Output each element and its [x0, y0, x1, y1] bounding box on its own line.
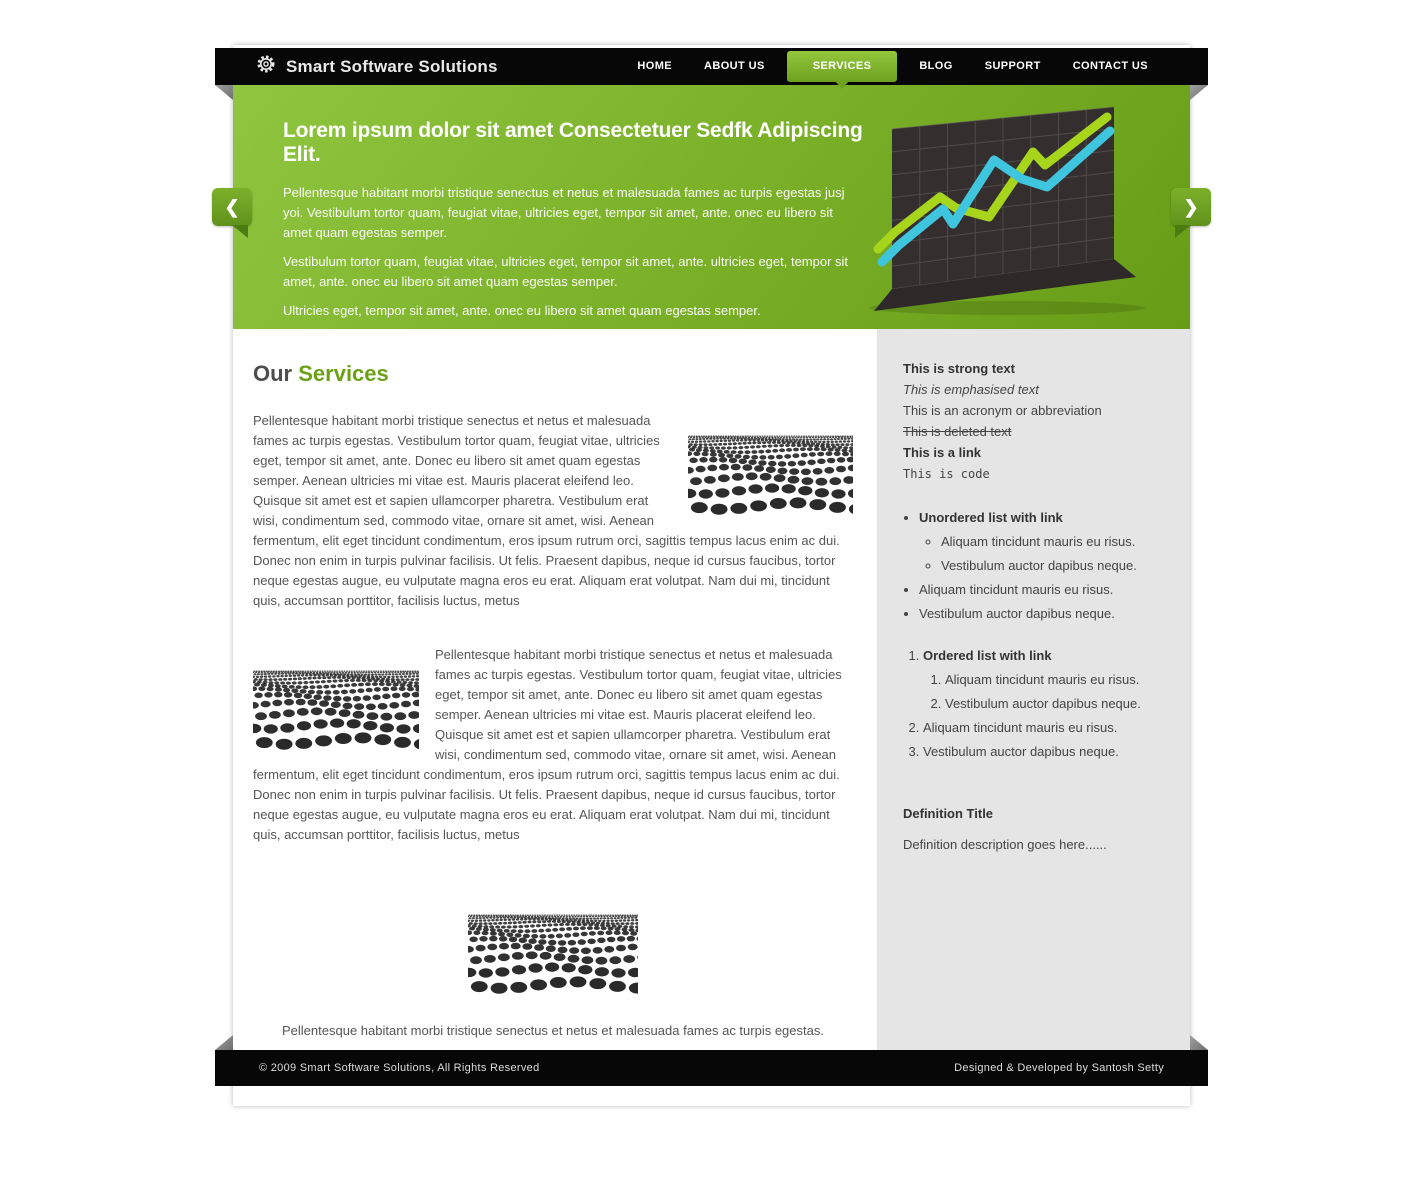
gear-icon [255, 53, 277, 80]
body-paragraph-2: Pellentesque habitant morbi tristique senectus et netus et malesuada fames ac turpis egestas. Vestibulum tortor quam, feugiat vitae, ultricies eget, tempor sit amet, ante. Donec eu libero sit amet quam egestas semper. Aenean ultricies mi vitae est. Mauris placerat eleifend leo. Quisque sit amet est et sapien ullamcorper pharetra. Vestibulum erat wisi, condimentum sed, commodo vitae, ornare sit amet, wisi. Aenean fermentum, elit eget tincidunt condimentum, eros ipsum rutrum orci, sagittis tempus lacus enim ac dui. Donec non enim in turpis pulvinar facilisis. Ut felis. Praesent dapibus, neque id cursus faucibus, tortor neque egestas augue, eu vulputate magna eros eu erat. Aliquam erat volutpat. Nam dui mi, tincidunt quis, accumsan porttitor, facilisis luctus, metus [253, 647, 842, 842]
nav-item-services[interactable]: SERVICES [787, 51, 898, 82]
bottom-strip [233, 1086, 1190, 1106]
link-text-sample[interactable]: This is a link [903, 443, 1164, 463]
body-paragraph-1: Pellentesque habitant morbi tristique senectus et netus et malesuada fames ac turpis egestas. Vestibulum tortor quam, feugiat vitae, ultricies eget, tempor sit amet, ante. Donec eu libero sit amet quam egestas semper. Aenean ultricies mi vitae est. Mauris placerat eleifend leo. Quisque sit amet est et sapien ullamcorper pharetra. Vestibulum erat wisi, condimentum sed, commodo vitae, ornare sit amet, wisi. Aenean fermentum, elit eget tincidunt condimentum, eros ipsum rutrum orci, sagittis tempus lacus enim ac dui. Donec non enim in turpis pulvinar facilisis. Ut felis. Praesent dapibus, neque id cursus faucibus, tortor neque egestas augue, eu vulputate magna eros eu erat. Aliquam erat volutpat. Nam dui mi, tincidunt quis, accumsan porttitor, facilisis luctus, metus [253, 413, 840, 608]
unordered-sublist-item: ◦ Vestibulum auctor dapibus neque. [941, 558, 1164, 574]
brand-logo[interactable] [255, 53, 498, 80]
ribbon-fold-bottom-right [1190, 1035, 1208, 1050]
copyright-text: © 2009 Smart Software Solutions, All Rights Reserved [259, 1062, 540, 1074]
definition-list [903, 806, 1164, 852]
unordered-sublist-item: ◦ Aliquam tincidunt mauris eu risus. [941, 534, 1164, 550]
ordered-sublist-item: 1. Aliquam tincidunt mauris eu risus. [945, 672, 1164, 688]
page-title [253, 361, 853, 387]
top-navbar [215, 48, 1208, 85]
nav-item-contact-us[interactable]: CONTACT US [1057, 48, 1164, 85]
unordered-list-title[interactable]: Unordered list with link [919, 510, 1063, 525]
nav-item-support[interactable]: SUPPORT [969, 48, 1057, 85]
definition-title: Definition Title [903, 806, 1164, 821]
strong-text-sample: This is strong text [903, 359, 1164, 379]
growth-chart-illustration [862, 99, 1162, 322]
ribbon-fold-top-right [1190, 85, 1208, 100]
hero-paragraph-2: Vestibulum tortor quam, feugiat vitae, ultricies eget, tempor sit amet, ante. ultricies eget, tempor sit amet, ante. onec eu libero sit amet quam egestas semper. [283, 252, 863, 292]
page-container [233, 45, 1190, 1106]
definition-description: Definition description goes here...... [903, 837, 1164, 852]
dots-pattern-image-1 [688, 411, 853, 515]
ordered-list-item: 3. Vestibulum auctor dapibus neque. [923, 744, 1164, 760]
acronym-text-sample: This is an acronym or abbreviation [903, 401, 1164, 421]
slider-prev-button[interactable] [212, 188, 252, 226]
chevron-left-icon: ❮ [224, 197, 239, 218]
page-title-prefix: Our [253, 361, 298, 386]
hero-title: Lorem ipsum dolor sit amet Consectetuer Sedfk Adipiscing Elit. [283, 119, 863, 167]
dots-pattern-image-2 [253, 645, 419, 750]
brand-name: Smart Software Solutions [286, 57, 498, 77]
content-block-2 [253, 645, 853, 845]
ordered-list-item: 2. Aliquam tincidunt mauris eu risus. [923, 720, 1164, 736]
unordered-list-item: • Aliquam tincidunt mauris eu risus. [919, 582, 1164, 598]
ordered-list [923, 648, 1164, 760]
nav-item-about-us[interactable]: ABOUT US [688, 48, 781, 85]
nav-item-home[interactable]: HOME [621, 48, 688, 85]
closing-paragraph: Pellentesque habitant morbi tristique senectus et netus et malesuada fames ac turpis egestas. [253, 1021, 853, 1041]
unordered-list-item: • Vestibulum auctor dapibus neque. [919, 606, 1164, 622]
hero-paragraph-3: Ultricies eget, tempor sit amet, ante. onec eu libero sit amet quam egestas semper. [283, 301, 863, 321]
main-nav [621, 48, 1164, 85]
slider-next-button[interactable] [1171, 188, 1211, 226]
dots-pattern-image-3 [253, 885, 853, 999]
nav-item-blog[interactable]: BLOG [903, 48, 968, 85]
sidebar [877, 329, 1190, 1050]
unordered-list [919, 510, 1164, 622]
ribbon-fold-top-left [215, 85, 233, 100]
deleted-text-sample: This is deleted text [903, 422, 1164, 442]
hero-paragraph-1: Pellentesque habitant morbi tristique senectus et netus et malesuada fames ac turpis egestas jusj yoi. Vestibulum tortor quam, feugiat vitae, ultricies eget, tempor sit amet, ante. onec eu libero sit amet quam egestas semper. [283, 183, 863, 243]
footer [233, 1050, 1190, 1106]
code-text-sample: This is code [903, 464, 1164, 484]
ordered-list-title[interactable]: Ordered list with link [923, 648, 1052, 663]
main-content [233, 329, 877, 1050]
ribbon-fold-bottom-left [215, 1035, 233, 1050]
hero-banner [233, 85, 1190, 329]
emphasised-text-sample: This is emphasised text [903, 380, 1164, 400]
content-block-1 [253, 411, 853, 611]
credits-text: Designed & Developed by Santosh Setty [954, 1062, 1164, 1074]
hero-copy [283, 119, 863, 330]
ordered-sublist-item: 2. Vestibulum auctor dapibus neque. [945, 696, 1164, 712]
page-title-accent: Services [298, 361, 389, 386]
chevron-right-icon: ❯ [1183, 197, 1198, 218]
